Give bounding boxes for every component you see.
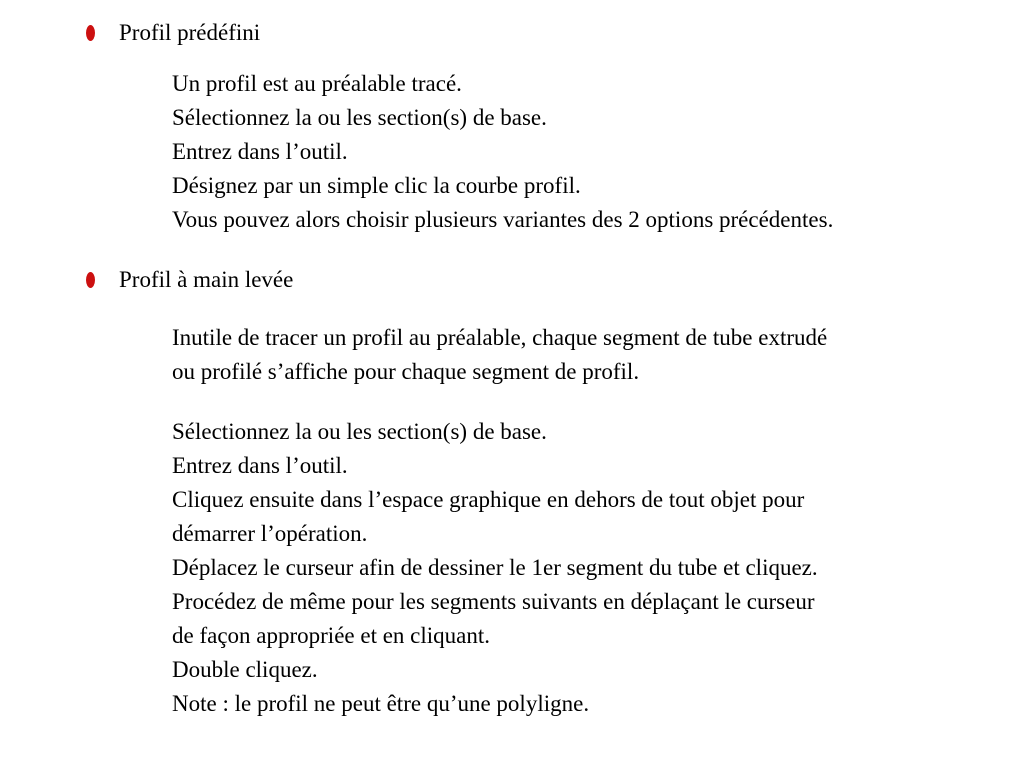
text-line: Entrez dans l’outil. [172, 139, 348, 164]
bullet-icon [86, 272, 95, 288]
text-line: Désignez par un simple clic la courbe profil. [172, 173, 581, 198]
paragraph [172, 67, 1002, 237]
text-line: Un profil est au préalable tracé. [172, 71, 462, 96]
bullet-icon [86, 25, 95, 41]
section-heading-text: Profil prédéfini [119, 20, 261, 45]
text-line: de façon appropriée et en cliquant. [172, 623, 491, 648]
text-line: Cliquez ensuite dans l’espace graphique en dehors de tout objet pour [172, 487, 805, 512]
text-line: Procédez de même pour les segments suivants en déplaçant le curseur [172, 589, 815, 614]
text-line: Sélectionnez la ou les section(s) de base. [172, 419, 547, 444]
paragraph [172, 415, 1002, 721]
text-line: Sélectionnez la ou les section(s) de base. [172, 105, 547, 130]
text-line: Vous pouvez alors choisir plusieurs variantes des 2 options précédentes. [172, 207, 834, 232]
text-line: ou profilé s’affiche pour chaque segment de profil. [172, 359, 640, 384]
text-line: Inutile de tracer un profil au préalable, chaque segment de tube extrudé [172, 325, 828, 350]
text-line: Note : le profil ne peut être qu’une polyligne. [172, 691, 590, 716]
text-line: Entrez dans l’outil. [172, 453, 348, 478]
paragraph [172, 321, 1002, 389]
section-heading-text: Profil à main levée [119, 267, 294, 292]
section-heading [86, 266, 293, 294]
text-line: Déplacez le curseur afin de dessiner le 1er segment du tube et cliquez. [172, 555, 818, 580]
text-line: démarrer l’opération. [172, 521, 368, 546]
text-line: Double cliquez. [172, 657, 318, 682]
section-heading [86, 19, 260, 47]
